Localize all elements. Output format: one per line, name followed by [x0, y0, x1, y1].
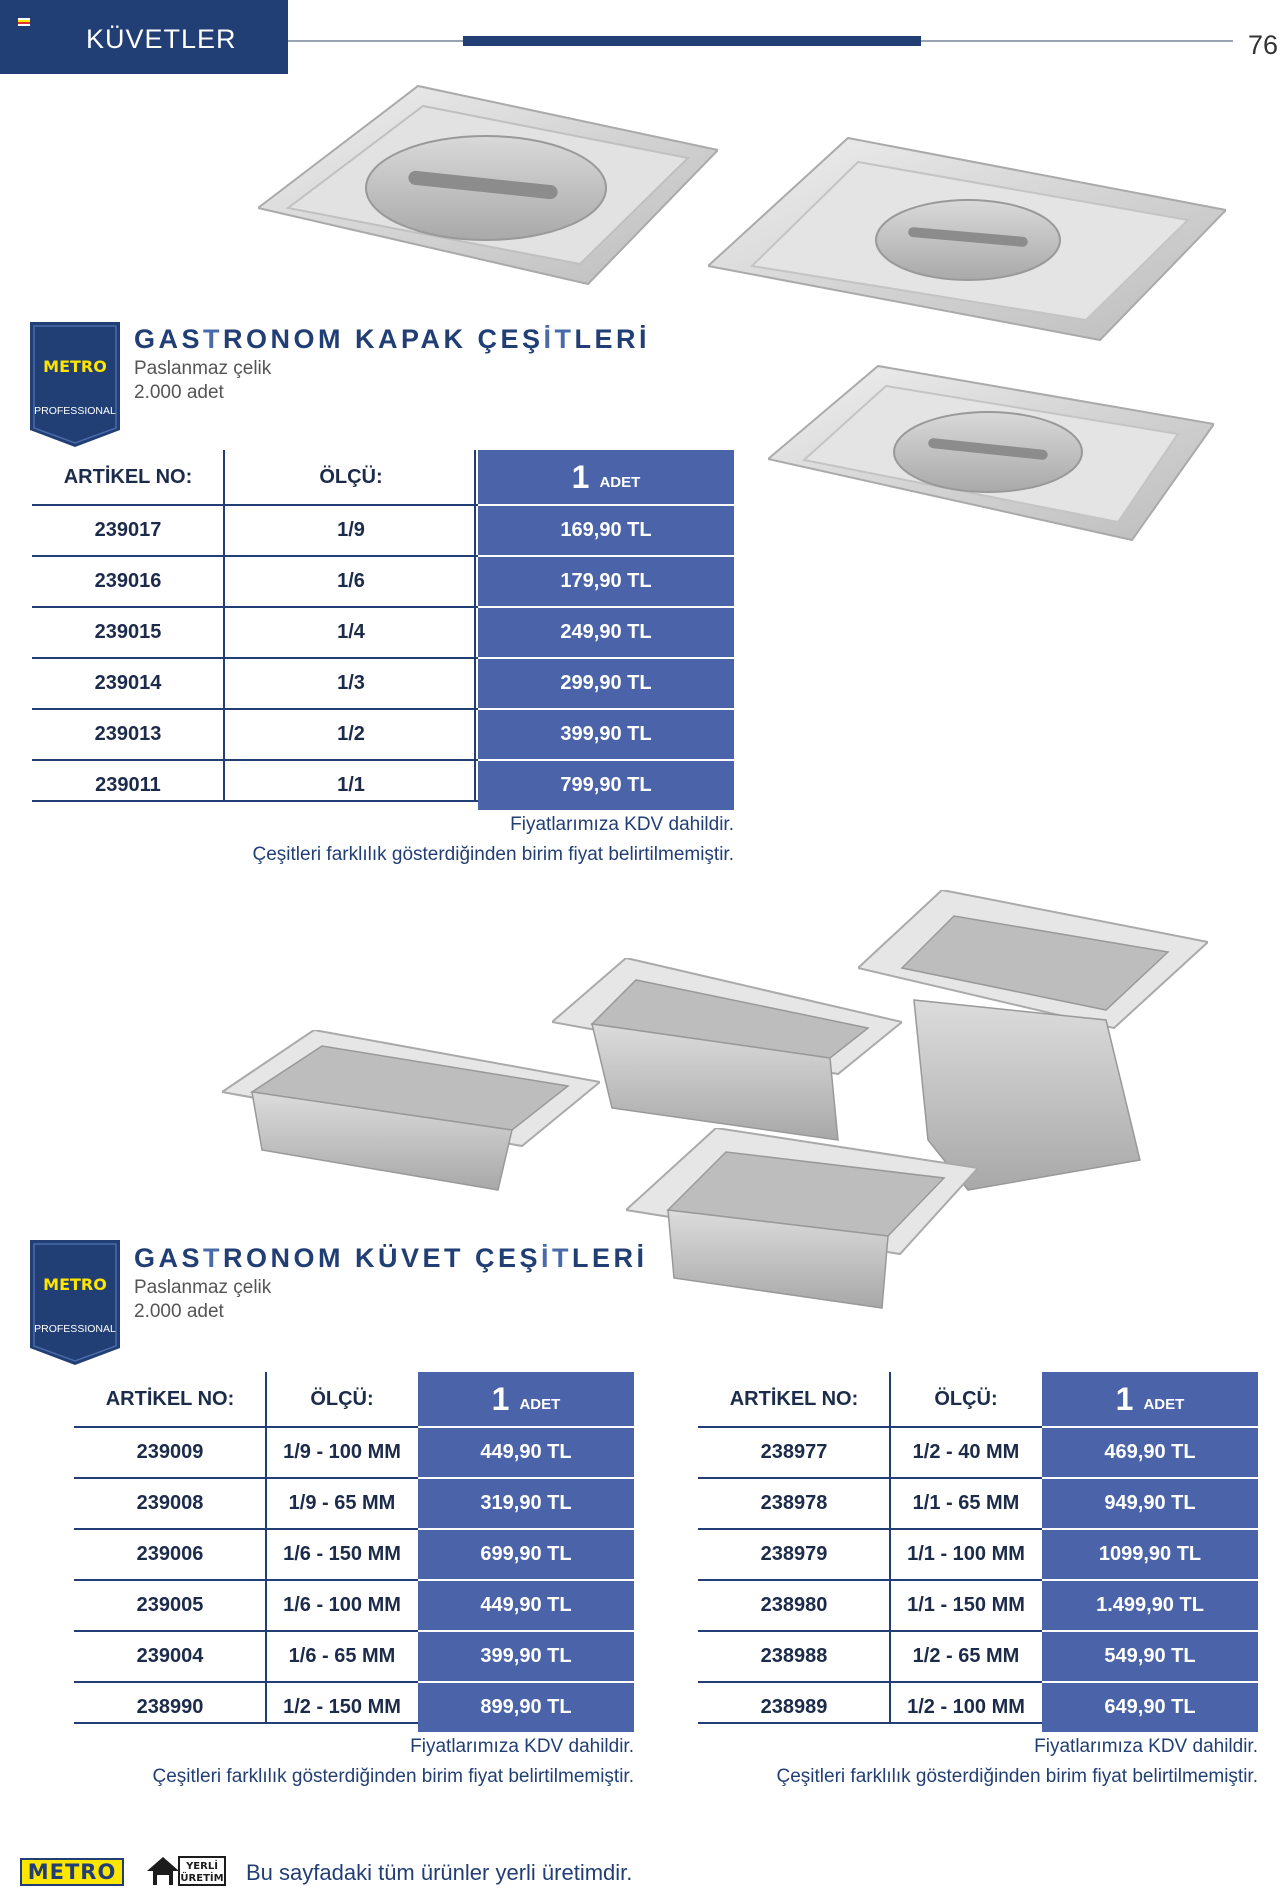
- column-header-article: ARTİKEL NO:: [63, 465, 193, 488]
- table-row: 239013 1/2 399,90 TL: [32, 710, 734, 759]
- pans-price-table-right: [698, 1372, 1258, 1724]
- pans-price-table-left: [74, 1372, 634, 1724]
- table-row: 239016 1/6 179,90 TL: [32, 557, 734, 606]
- lid-image-1-1: [708, 134, 1226, 344]
- footer-text: Bu sayfadaki tüm ürünler yerli üretimdir.: [246, 1860, 633, 1885]
- column-header-price: 1 ADET: [418, 1372, 634, 1426]
- column-header-size: ÖLÇÜ:: [934, 1387, 998, 1410]
- column-header-article: ARTİKEL NO:: [729, 1387, 859, 1410]
- metro-professional-badge: METRO PROFESSIONAL: [30, 322, 120, 447]
- table-row: 239015 1/4 249,90 TL: [32, 608, 734, 657]
- table-row: 238977 1/2 - 40 MM 469,90 TL: [698, 1428, 1258, 1477]
- lids-price-table: [32, 450, 734, 802]
- page-number: 76: [1247, 30, 1278, 60]
- table-row: 239009 1/9 - 100 MM 449,90 TL: [74, 1428, 634, 1477]
- pans-material: Paslanmaz çelik: [134, 1277, 272, 1298]
- column-header-size: ÖLÇÜ:: [319, 465, 383, 488]
- metro-professional-badge-2: METRO PROFESSIONAL: [30, 1240, 120, 1365]
- table-row: 238989 1/2 - 100 MM 649,90 TL: [698, 1683, 1258, 1732]
- table-row: 239005 1/6 - 100 MM 449,90 TL: [74, 1581, 634, 1630]
- svg-text:ÜRETİM: ÜRETİM: [180, 1873, 224, 1884]
- svg-text:YERLİ: YERLİ: [186, 1861, 218, 1872]
- lids-vat-note: Fiyatlarımıza KDV dahildir. Çeşitleri farklılık gösterdiğinden birim fiyat belirtilmemiştir.: [252, 814, 734, 865]
- column-header-price: 1 ADET: [1042, 1372, 1258, 1426]
- table-row: 239004 1/6 - 65 MM 399,90 TL: [74, 1632, 634, 1681]
- table-row: 238978 1/1 - 65 MM 949,90 TL: [698, 1479, 1258, 1528]
- footer-metro-logo: METRO: [20, 1858, 124, 1886]
- table-row: 239006 1/6 - 150 MM 699,90 TL: [74, 1530, 634, 1579]
- header-accent-bar: [463, 36, 921, 46]
- lids-section-title: GASTRONOM KAPAK ÇEŞİTLERİ: [134, 324, 651, 354]
- header-bar: [0, 0, 288, 74]
- table-header: [698, 1372, 1258, 1426]
- table-row: 238980 1/1 - 150 MM 1.499,90 TL: [698, 1581, 1258, 1630]
- column-header-article: ARTİKEL NO:: [105, 1387, 235, 1410]
- pans-stock: 2.000 adet: [134, 1301, 224, 1322]
- column-header-size: ÖLÇÜ:: [310, 1387, 374, 1410]
- table-row: 238988 1/2 - 65 MM 549,90 TL: [698, 1632, 1258, 1681]
- lid-image-1-9: [258, 78, 718, 288]
- lids-material: Paslanmaz çelik: [134, 358, 272, 379]
- local-production-icon: [145, 1853, 227, 1889]
- table-row: 239017 1/9 169,90 TL: [32, 506, 734, 555]
- lid-image-1-2: [768, 364, 1214, 544]
- page-title: KÜVETLER: [86, 24, 237, 54]
- pan-image-1-9: [626, 1128, 978, 1320]
- table-row: 239014 1/3 299,90 TL: [32, 659, 734, 708]
- pan-image-1-2: [222, 1030, 600, 1210]
- table-row: 238979 1/1 - 100 MM 1099,90 TL: [698, 1530, 1258, 1579]
- table-header: [32, 450, 734, 504]
- table-row: 239011 1/1 799,90 TL: [32, 761, 734, 810]
- pans-section-title: GASTRONOM KÜVET ÇEŞİTLERİ: [134, 1243, 648, 1273]
- table-row: 238990 1/2 - 150 MM 899,90 TL: [74, 1683, 634, 1732]
- pans-vat-note-right: Fiyatlarımıza KDV dahildir. Çeşitleri farklılık gösterdiğinden birim fiyat belirtilmemiştir.: [776, 1736, 1258, 1787]
- pans-vat-note-left: Fiyatlarımıza KDV dahildir. Çeşitleri farklılık gösterdiğinden birim fiyat belirtilmemiştir.: [152, 1736, 634, 1787]
- lids-stock: 2.000 adet: [134, 382, 224, 403]
- flag-icon: [18, 18, 30, 26]
- column-header-price: 1 ADET: [478, 450, 734, 504]
- table-header: [74, 1372, 634, 1426]
- table-row: 239008 1/9 - 65 MM 319,90 TL: [74, 1479, 634, 1528]
